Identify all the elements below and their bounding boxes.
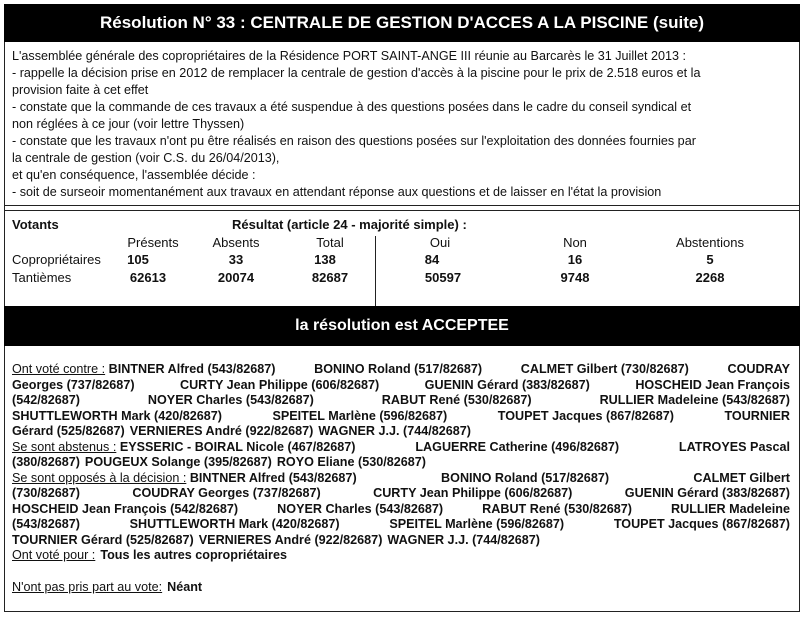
row-label-coproprietaires: Copropriétaires (12, 252, 101, 267)
voter: CURTY Jean Philippe (606/82687) (373, 486, 573, 500)
voter: VERNIERES André (922/82687) (129, 424, 314, 438)
abstenus-label: Se sont abstenus : (12, 439, 117, 454)
column-header-absents: Absents (212, 235, 260, 250)
pour-label: Ont voté pour : (12, 548, 96, 562)
vote-line (12, 409, 790, 425)
voter: LAGUERRE Catherine (496/82687) (415, 439, 620, 454)
value-oui: 50597 (424, 270, 462, 285)
vote-line (12, 533, 790, 549)
section-divider (4, 210, 800, 211)
value-presents: 62613 (129, 270, 167, 285)
voter: POUGEUX Solange (395/82687) (84, 455, 272, 469)
voter: BINTNER Alfred (543/82687) (108, 362, 276, 376)
intro-line: la centrale de gestion (voir C.S. du 26/04/2013), (12, 151, 280, 165)
absent-text: Néant (167, 579, 203, 594)
value-absents: 33 (228, 252, 244, 267)
results-heading: Résultat (article 24 - majorité simple) : (232, 217, 467, 232)
voter: BONINO Roland (517/82687) (441, 470, 610, 485)
voter: NOYER Charles (543/82687) (277, 501, 444, 516)
column-header-total: Total (316, 235, 344, 250)
intro-line: - rappelle la décision prise en 2012 de remplacer la centrale de gestion d'accès à la piscine pour le prix de 2.518 euros et la (12, 66, 701, 80)
vote-line (12, 517, 790, 533)
voter: SHUTTLEWORTH Mark (420/82687) (12, 408, 222, 423)
vote-line (12, 455, 790, 471)
voter: WAGNER J.J. (744/82687) (318, 424, 471, 438)
voter: SHUTTLEWORTH Mark (420/82687) (129, 517, 340, 531)
opposes-label: Se sont opposés à la décision : (12, 470, 187, 485)
resolution-title: Résolution N° 33 : CENTRALE DE GESTION D'ACCES A LA PISCINE (suite) (4, 4, 800, 42)
vote-line (12, 502, 790, 518)
value-non: 9748 (560, 270, 590, 285)
voter: HOSCHEID Jean François (542/82687) (12, 501, 239, 516)
value-non: 16 (567, 252, 583, 267)
section-divider (4, 205, 800, 206)
value-total: 82687 (311, 270, 349, 285)
voter: WAGNER J.J. (744/82687) (387, 532, 540, 547)
value-abstentions: 5 (706, 252, 714, 267)
intro-line: - soit de surseoir momentanément aux travaux en attendant réponse aux questions et de laisser en l'état la provision (12, 185, 662, 199)
intro-line: - constate que les travaux n'ont pu être réalisés en raison des questions posées sur l'exploitation des données fournies par (12, 134, 696, 148)
voter: CURTY Jean Philippe (606/82687) (179, 377, 380, 392)
voter: HOSCHEID Jean François (635, 377, 790, 392)
voter: CALMET Gilbert (730/82687) (520, 362, 689, 376)
column-header-oui: Oui (429, 235, 451, 250)
value-oui: 84 (424, 252, 440, 267)
vote-line (12, 440, 790, 456)
voter: TOURNIER (724, 408, 790, 423)
vote-line (12, 378, 790, 394)
voter: TOURNIER Gérard (525/82687) (12, 532, 194, 547)
voter: (730/82687) (12, 486, 80, 500)
voter: COUDRAY Georges (737/82687) (132, 486, 321, 500)
column-header-non: Non (563, 235, 587, 250)
voter: VERNIERES André (922/82687) (198, 532, 383, 547)
value-total: 138 (314, 252, 336, 267)
voter: RULLIER Madeleine (671, 501, 790, 516)
voter: RULLIER Madeleine (543/82687) (599, 393, 790, 407)
voter: (380/82687) (12, 455, 80, 469)
voter: TOUPET Jacques (867/82687) (497, 408, 674, 423)
voter: GUENIN Gérard (383/82687) (424, 377, 590, 392)
voter: Georges (737/82687) (12, 377, 135, 392)
voter: EYSSERIC - BOIRAL Nicole (467/82687) (119, 439, 356, 454)
votes-detail (12, 362, 790, 595)
intro-line: et qu'en conséquence, l'assemblée décide : (12, 168, 256, 182)
voter: GUENIN Gérard (383/82687) (624, 486, 790, 500)
pour-text: Tous les autres copropriétaires (100, 548, 287, 562)
voter: SPEITEL Marlène (596/82687) (389, 517, 565, 531)
voter: (543/82687) (12, 517, 80, 531)
voter: BINTNER Alfred (543/82687) (189, 470, 357, 485)
voter: COUDRAY (727, 362, 790, 376)
voter: (542/82687) (12, 393, 80, 407)
resolution-text (12, 48, 796, 201)
results-column-divider (375, 236, 376, 306)
intro-line: - constate que la commande de ces travaux a été suspendue à des questions posées dans le cadre du conseil syndical et (12, 100, 692, 114)
voter: Gérard (525/82687) (12, 424, 125, 438)
vote-line (12, 471, 790, 487)
vote-line (12, 580, 790, 596)
column-header-presents: Présents (127, 235, 179, 250)
value-presents: 105 (127, 252, 149, 267)
vote-line (12, 393, 790, 409)
column-header-abstentions: Abstentions (676, 235, 744, 250)
votants-label: Votants (12, 217, 59, 232)
vote-line (12, 486, 790, 502)
intro-line: L'assemblée générale des copropriétaires de la Résidence PORT SAINT-ANGE III réunie au Barcarès le 31 Juillet 2013 : (12, 49, 686, 63)
voter: ROYO Eliane (530/82687) (276, 455, 426, 469)
voter: SPEITEL Marlène (596/82687) (272, 408, 448, 423)
voter: NOYER Charles (543/82687) (147, 393, 314, 407)
value-abstentions: 2268 (695, 270, 725, 285)
absent-label: N'ont pas pris part au vote: (12, 579, 163, 594)
voter: CALMET Gilbert (693, 470, 790, 485)
voter: BONINO Roland (517/82687) (314, 362, 483, 376)
voter: RABUT René (530/82687) (381, 393, 532, 407)
voter: RABUT René (530/82687) (482, 501, 632, 516)
contre-label: Ont voté contre : (12, 362, 106, 376)
row-label-tantiemes: Tantièmes (12, 270, 72, 285)
intro-line: provision faite à cet effet (12, 83, 149, 97)
vote-line (12, 548, 790, 564)
vote-line (12, 424, 790, 440)
voter: TOUPET Jacques (867/82687) (613, 517, 790, 531)
voter: LATROYES Pascal (678, 439, 790, 454)
vote-line (12, 362, 790, 378)
intro-line: non réglées à ce jour (voir lettre Thyssen) (12, 117, 245, 131)
decision-banner: la résolution est ACCEPTEE (4, 306, 800, 346)
value-absents: 20074 (217, 270, 255, 285)
